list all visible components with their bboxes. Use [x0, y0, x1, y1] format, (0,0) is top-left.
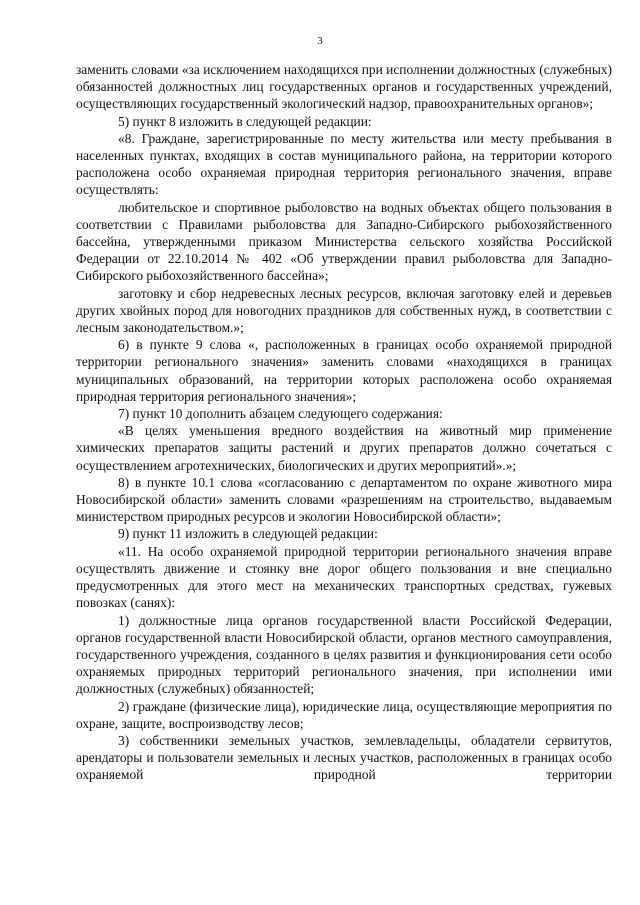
paragraph-item-5: 5) пункт 8 изложить в следующей редакции: — [118, 113, 372, 129]
paragraph-subitem-3: 3) собственники земельных участков, землевладельцы, обладатели сервитутов, арендаторы и пользователи земельных и лесных участков, расположенных в границах особо охраняемой природной территории — [76, 732, 612, 783]
paragraph-chemicals: «В целях уменьшения вредного воздействия на животный мир применение химических препаратов защиты растений и других препаратов должно сочетаться с осуществлением агротехнических, биологических и других мероприятий».»; — [76, 423, 612, 473]
paragraph-item-9: 9) пункт 11 изложить в следующей редакции: — [118, 526, 378, 542]
paragraph-point-8: «8. Граждане, зарегистрированные по месту жительства или месту пребывания в населенных пунктах, входящих в состав муниципального района, на территории которого расположена особо охраняемая природная территория регионального значения, вправе осуществлять: — [76, 130, 612, 198]
paragraph-item-8: 8) в пункте 10.1 слова «согласованию с департаментом по охране животного мира Новосибирской области» заменить словами «разрешениям на строительство, выдаваемым министерством природных ресурсов и экологии Новосибирской области»; — [76, 474, 612, 525]
page-number: 3 — [317, 36, 323, 47]
paragraph-subitem-1: 1) должностные лица органов государственной власти Российской Федерации, органов государственной власти Новосибирской области, органов местного самоуправления, государственного учреждения, созданного в целях развития и функционирования сети особо охраняемых природных территорий регионального значения, при исполнении ими должностных (служебных) обязанностей; — [76, 612, 612, 697]
paragraph-point-11: «11. На особо охраняемой природной территории регионального значения вправе осуществлять движение и стоянку вне дорог общего пользования и вне специально предусмотренных для этого мест на механических транспортных средствах, гужевых повозках (санях): — [76, 543, 612, 611]
document-body — [76, 61, 612, 784]
paragraph-intro-continuation: заменить словами «за исключением находящихся при исполнении должностных (служебных) обязанностей должностных лиц государственных органов и государственных учреждений, осуществляющих государственный экологический надзор, правоохранительных органов»; — [76, 62, 612, 112]
paragraph-item-6: 6) в пункте 9 слова «, расположенных в границах особо охраняемой природной территории регионального значения» заменить словами «находящихся в границах муниципальных образований, на территории которых расположена особо охраняемая природная территория регионального значения»; — [76, 337, 612, 404]
paragraph-item-7: 7) пункт 10 дополнить абзацем следующего содержания: — [118, 406, 443, 422]
paragraph-non-timber-resources: заготовку и сбор недревесных лесных ресурсов, включая заготовку елей и деревьев других хвойных пород для новогодних праздников для собственных нужд, в соответствии с лесным законодательством.»; — [76, 285, 612, 336]
paragraph-fishing: любительское и спортивное рыболовство на водных объектах общего пользования в соответствии с Правилами рыболовства для Западно-Сибирского рыбохозяйственного бассейна, утвержденными приказом Министерства сельского хозяйства Российской Федерации от 22.10.2014 № 402 «Об утверждении правил рыболовства для Западно-Сибирского рыбохозяйственного бассейна»; — [76, 199, 612, 284]
paragraph-subitem-2: 2) граждане (физические лица), юридические лица, осуществляющие мероприятия по охране, защите, воспроизводству лесов; — [76, 698, 612, 731]
